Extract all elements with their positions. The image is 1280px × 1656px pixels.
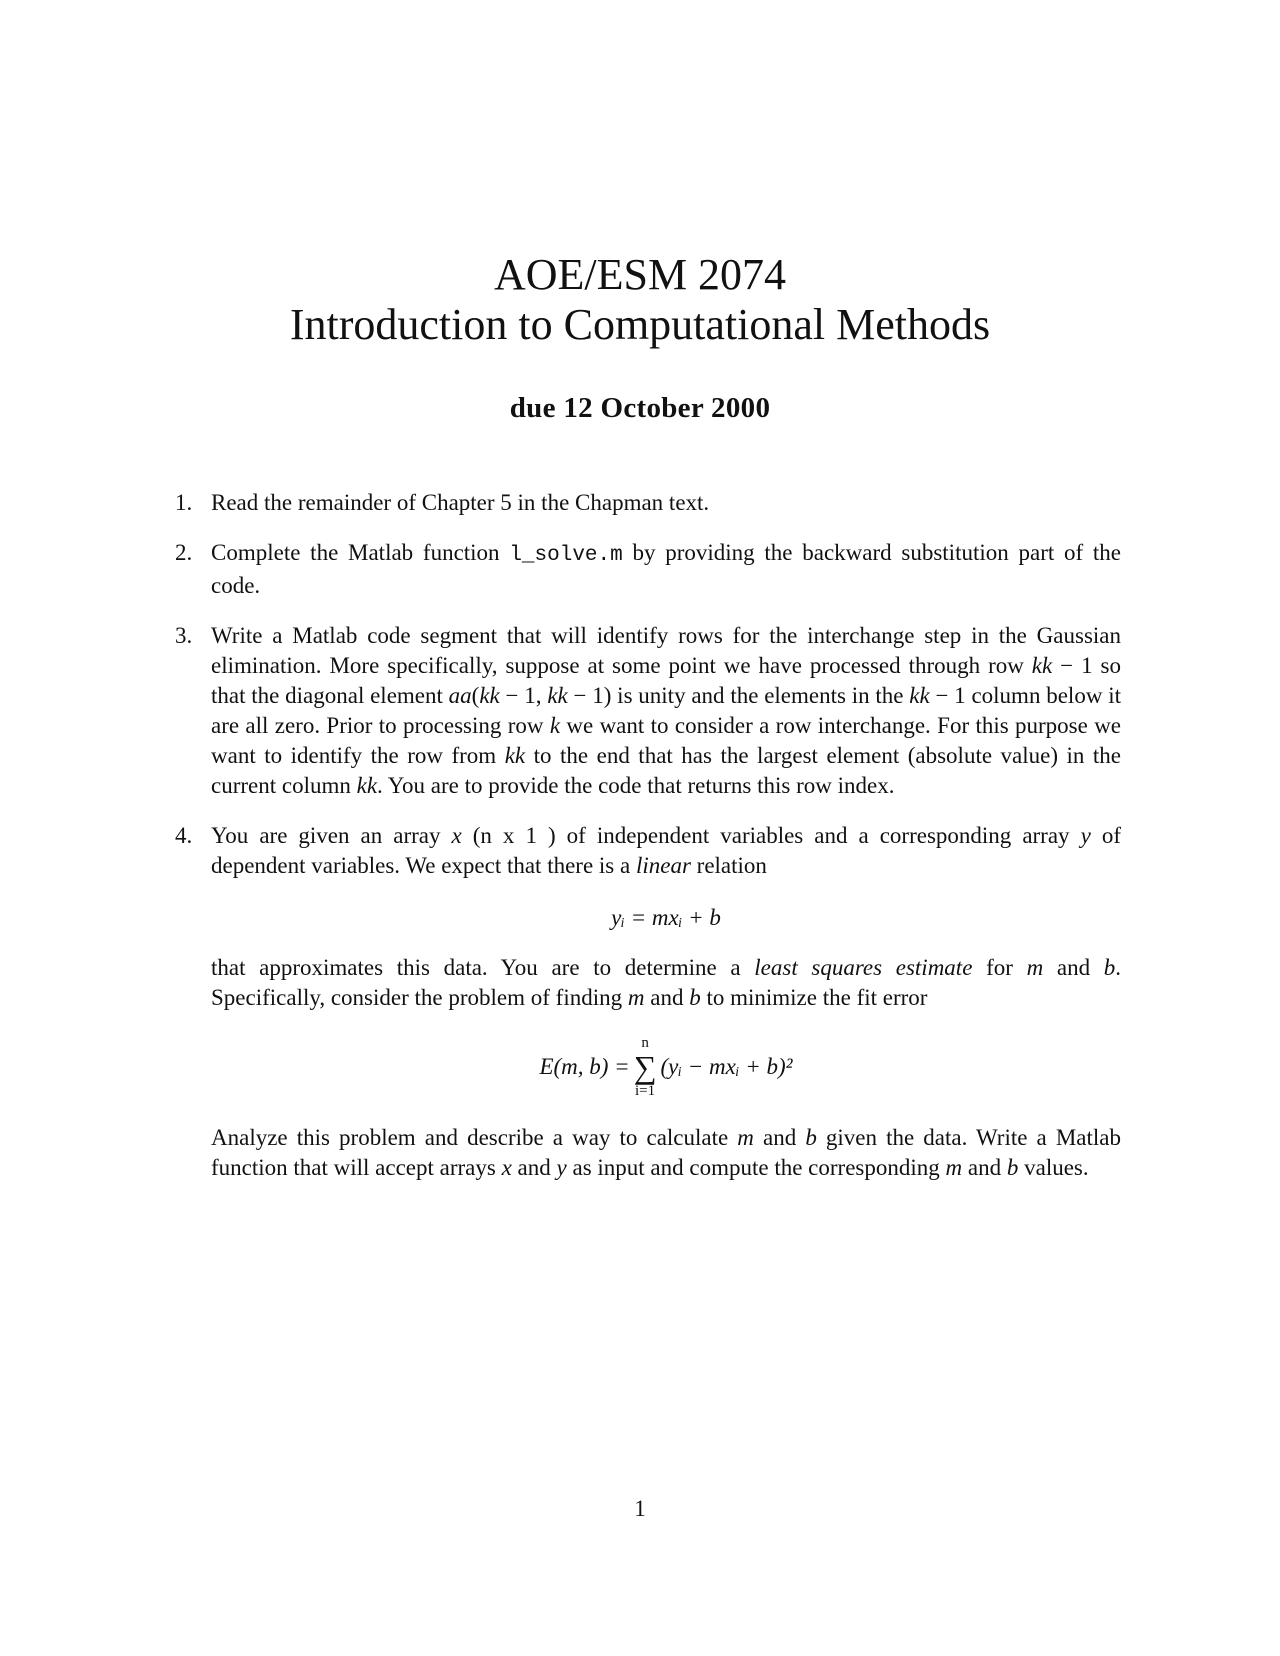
- list-item-2: [175, 538, 1121, 601]
- equation-rhs: (yᵢ − mxᵢ + b)²: [660, 1054, 793, 1079]
- math-var: kk: [356, 773, 378, 798]
- math-var: b: [689, 985, 701, 1010]
- equation-fit-error: [211, 1035, 1121, 1099]
- list-item-4: [175, 821, 1121, 1183]
- item-text: (: [471, 683, 480, 708]
- math-var: kk: [1031, 653, 1053, 678]
- emphasis: least squares estimate: [754, 955, 973, 980]
- math-var: k: [549, 713, 561, 738]
- math-var: b: [1006, 1155, 1019, 1180]
- page-number: 1: [634, 1496, 646, 1521]
- math-var: kk: [504, 743, 526, 768]
- item-text: − 1 column below it are all zero. Prior to processing row: [211, 683, 1121, 738]
- item-text: Read the remainder of Chapter 5 in the Chapman text.: [211, 490, 710, 515]
- item-text: − 1,: [499, 683, 548, 708]
- math-var: m: [945, 1155, 963, 1180]
- item-paragraph: You are given an array x (n x 1 ) of independent variables and a corresponding array y of dependent variables. We expect that there is a linear relation: [211, 823, 1121, 878]
- title-block: [0, 250, 1280, 350]
- math-var: m: [627, 985, 645, 1010]
- sum-upper-limit: n: [641, 1035, 649, 1051]
- math-var: kk: [909, 683, 930, 708]
- equation-lhs: E(m, b) =: [539, 1054, 630, 1079]
- item-text: to the end that has the largest element (absolute value) in the current column: [211, 743, 1121, 798]
- math-var: b: [1103, 955, 1116, 980]
- sum-lower-limit: i=1: [635, 1083, 656, 1099]
- equation-linear: yᵢ = mxᵢ + b: [611, 905, 721, 930]
- math-var: y: [556, 1155, 567, 1180]
- item-text: by providing the backward substitution part of the code.: [211, 540, 1121, 598]
- item-text: Complete the Matlab function: [211, 540, 510, 565]
- summation-icon: [634, 1035, 657, 1099]
- item-number: 3.: [175, 623, 193, 648]
- item-text: − 1 so that the diagonal element: [211, 653, 1121, 708]
- math-var: aa: [448, 683, 472, 708]
- math-var: kk: [547, 683, 568, 708]
- sum-symbol: ∑: [633, 1049, 657, 1085]
- item-number: 4.: [175, 823, 193, 848]
- math-var: x: [451, 823, 462, 848]
- code-filename: l_solve.m: [509, 544, 623, 567]
- assignment-list: [175, 488, 1121, 1183]
- emphasis: linear: [635, 853, 691, 878]
- item-number: 1.: [175, 490, 193, 515]
- math-var: m: [737, 1125, 754, 1150]
- item-text: . You are to provide the code that returns this row index.: [377, 773, 895, 798]
- item-paragraph: Analyze this problem and describe a way to calculate m and b given the data. Write a Matlab function that will accept arrays x and y as input and compute the corresponding m and b values.: [211, 1125, 1121, 1180]
- item-paragraph: that approximates this data. You are to determine a least squares estimate for m and b. Specifically, consider the problem of finding m and b to minimize the fit error: [211, 955, 1121, 1010]
- math-var: y: [1080, 823, 1091, 848]
- item-text: we want to consider a row interchange. For this purpose we want to identify the row from: [211, 713, 1122, 768]
- math-var: m: [1026, 955, 1044, 980]
- math-var: kk: [479, 683, 500, 708]
- math-var: x: [501, 1155, 512, 1180]
- math-var: b: [805, 1125, 817, 1150]
- list-item-1: [175, 488, 1121, 518]
- item-text: Write a Matlab code segment that will identify rows for the interchange step in the Gaussian elimination. More specifically, suppose at some point we have processed through row: [211, 623, 1121, 678]
- list-item-3: [175, 621, 1121, 801]
- item-number: 2.: [175, 540, 193, 565]
- item-text: − 1) is unity and the elements in the: [567, 683, 910, 708]
- due-date: due 12 October 2000: [509, 392, 771, 424]
- course-code: AOE/ESM 2074: [493, 250, 787, 299]
- course-title: Introduction to Computational Methods: [289, 300, 991, 349]
